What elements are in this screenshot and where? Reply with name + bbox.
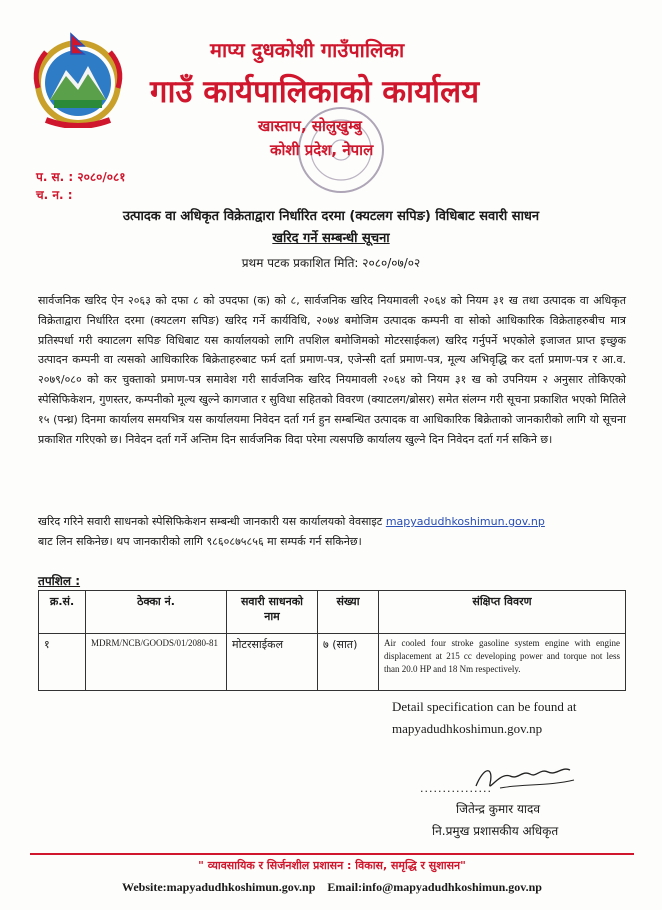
col-qty-header: संख्या xyxy=(318,591,379,634)
notice-body: सार्वजनिक खरिद ऐन २०६३ को दफा ८ को उपदफा (क) को ८, सार्वजनिक खरिद नियमावली २०६४ को नियम ३१ ख तथा उत्पादक वा अधिकृत विक्रेताद्वारा निर्धारित दरमा (क्यटलग सपिङ) खरिद गर्ने कार्यविधि, २०७४ बमोजिम उत्पादक कम्पनी वा सोको आधिकारिक विक्रेताहरुबीच मात्र प्रतिस्पर्धा गरी क्याटलग सपिङ विधिबाट यस कार्यालयको लागि तपशिल बमोजिमको मोटरसाईकल) खरिद गर्नुपर्ने भएकोले इजाजत प्राप्त इच्छुक उत्पादन कम्पनी वा त्यसको आधिकारिक बिक्रेताहरुबाट फर्म दर्ता प्रमाण-पत्र, एजेन्सी दर्ता प्रमाण-पत्र, मूल्य अभिवृद्धि कर दर्ता प्रमाण-पत्र र आ.व. २०७९/०८० को कर चुक्ताको प्रमाण-पत्र समावेश गरी सार्वजनिक खरिद नियमावली २०६४ को नियम ३१ ख को उपनियम २ अनुसार तोकिएको स्पेसिफिकेशन, गुणस्तर, कम्पनीको मूल्य खुल्ने कागजात र सुविधा सहितको विवरण (क्याटलग/ब्रोसर) समेत संलग्न गरी सूचना प्रकाशित भएको मितिले १५ (पन्ध्र) दिनमा कार्यालय समयभित्र यस कार्यालयमा निवेदन दर्ता गर्न हुन सम्बन्धित उत्पादक वा आधिकारिक बिक्रेताको जानकारीको लागि यो सूचना प्रकाशित गरिएको छ। निवेदन दर्ता गर्ने अन्तिम दिन सार्वजनिक विदा परेमा त्यसपछि कार्यालय खुल्ने दिन निवेदन दर्ता गर्न सकिने छ। xyxy=(38,294,626,446)
footer-email[interactable]: Email:info@mapyadudhkoshimun.gov.np xyxy=(327,880,542,894)
footer-divider xyxy=(30,853,634,855)
col-desc-header: संक्षिप्त विवरण xyxy=(379,591,626,634)
notice-title-underlined: खरिद गर्ने सम्बन्धी सूचना xyxy=(272,231,390,246)
table-label: तपशिल : xyxy=(38,574,81,588)
signatory-name: जितेन्द्र कुमार यादव xyxy=(456,802,541,816)
specification-table xyxy=(38,590,626,691)
municipality-name: माप्य दुधकोशी गाउँपालिका xyxy=(210,38,405,62)
office-province: कोशी प्रदेश, नेपाल xyxy=(270,141,374,159)
detail-note xyxy=(392,696,576,740)
cn-label: च. न. : xyxy=(36,188,73,202)
spec-info-paragraph xyxy=(38,512,626,552)
cell-description: Air cooled four stroke gasoline system engine with engine displacement at 215 cc developing power and torque not less than 20.0 HP and 18 Nm respectively. xyxy=(379,634,626,691)
government-emblem-icon xyxy=(28,28,128,128)
signatory-title: नि.प्रमुख प्रशासकीय अधिकृत xyxy=(432,824,559,838)
spec-text-before: खरिद गरिने सवारी साधनको स्पेसिफिकेशन सम्बन्धी जानकारी यस कार्यालयको वेवसाइट xyxy=(38,515,383,528)
detail-note-line1: Detail specification can be found at xyxy=(392,699,577,714)
notice-title-line2 xyxy=(40,228,622,246)
cell-sn: १ xyxy=(39,634,86,691)
reference-cn xyxy=(36,186,73,203)
footer-contact xyxy=(30,880,634,895)
spec-text-after: बाट लिन सकिनेछ। थप जानकारीको लागि ९८६०८७५८५६ मा सम्पर्क गर्न सकिनेछ। xyxy=(38,535,362,548)
col-sn-header: क्र.सं. xyxy=(39,591,86,634)
table-header-row xyxy=(39,591,626,634)
cell-contract-no: MDRM/NCB/GOODS/01/2080-81 xyxy=(86,634,227,691)
ps-label: प. स. : xyxy=(36,170,74,184)
col-contract-header: ठेक्का नं. xyxy=(86,591,227,634)
notice-title-line1: उत्पादक वा अधिकृत विक्रेताद्वारा निर्धारित दरमा (क्यटलग सपिङ) विधिबाट सवारी साधन xyxy=(122,209,540,224)
footer-website[interactable]: Website:mapyadudhkoshimun.gov.np xyxy=(122,880,316,894)
cell-qty: ७ (सात) xyxy=(318,634,379,691)
office-name: गाउँ कार्यपालिकाको कार्यालय xyxy=(150,74,480,110)
signature-dots: ................ xyxy=(420,782,492,795)
website-link[interactable]: mapyadudhkoshimun.gov.np xyxy=(385,515,545,528)
published-date: प्रथम पटक प्रकाशित मिति: २०८०/०७/०२ xyxy=(241,256,421,270)
reference-ps xyxy=(36,168,125,185)
cell-vehicle: मोटरसाईकल xyxy=(227,634,318,691)
ps-value: २०८०/०८१ xyxy=(77,170,126,184)
office-address: खास्ताप, सोलुखुम्बु xyxy=(258,117,362,135)
footer-motto: " व्यावसायिक र सिर्जनशील प्रशासन : विकास, समृद्धि र सुशासन" xyxy=(198,859,466,872)
detail-note-line2: mapyadudhkoshimun.gov.np xyxy=(392,721,543,736)
table-row xyxy=(39,634,626,691)
col-vehicle-header: सवारी साधनको नाम xyxy=(227,591,318,634)
